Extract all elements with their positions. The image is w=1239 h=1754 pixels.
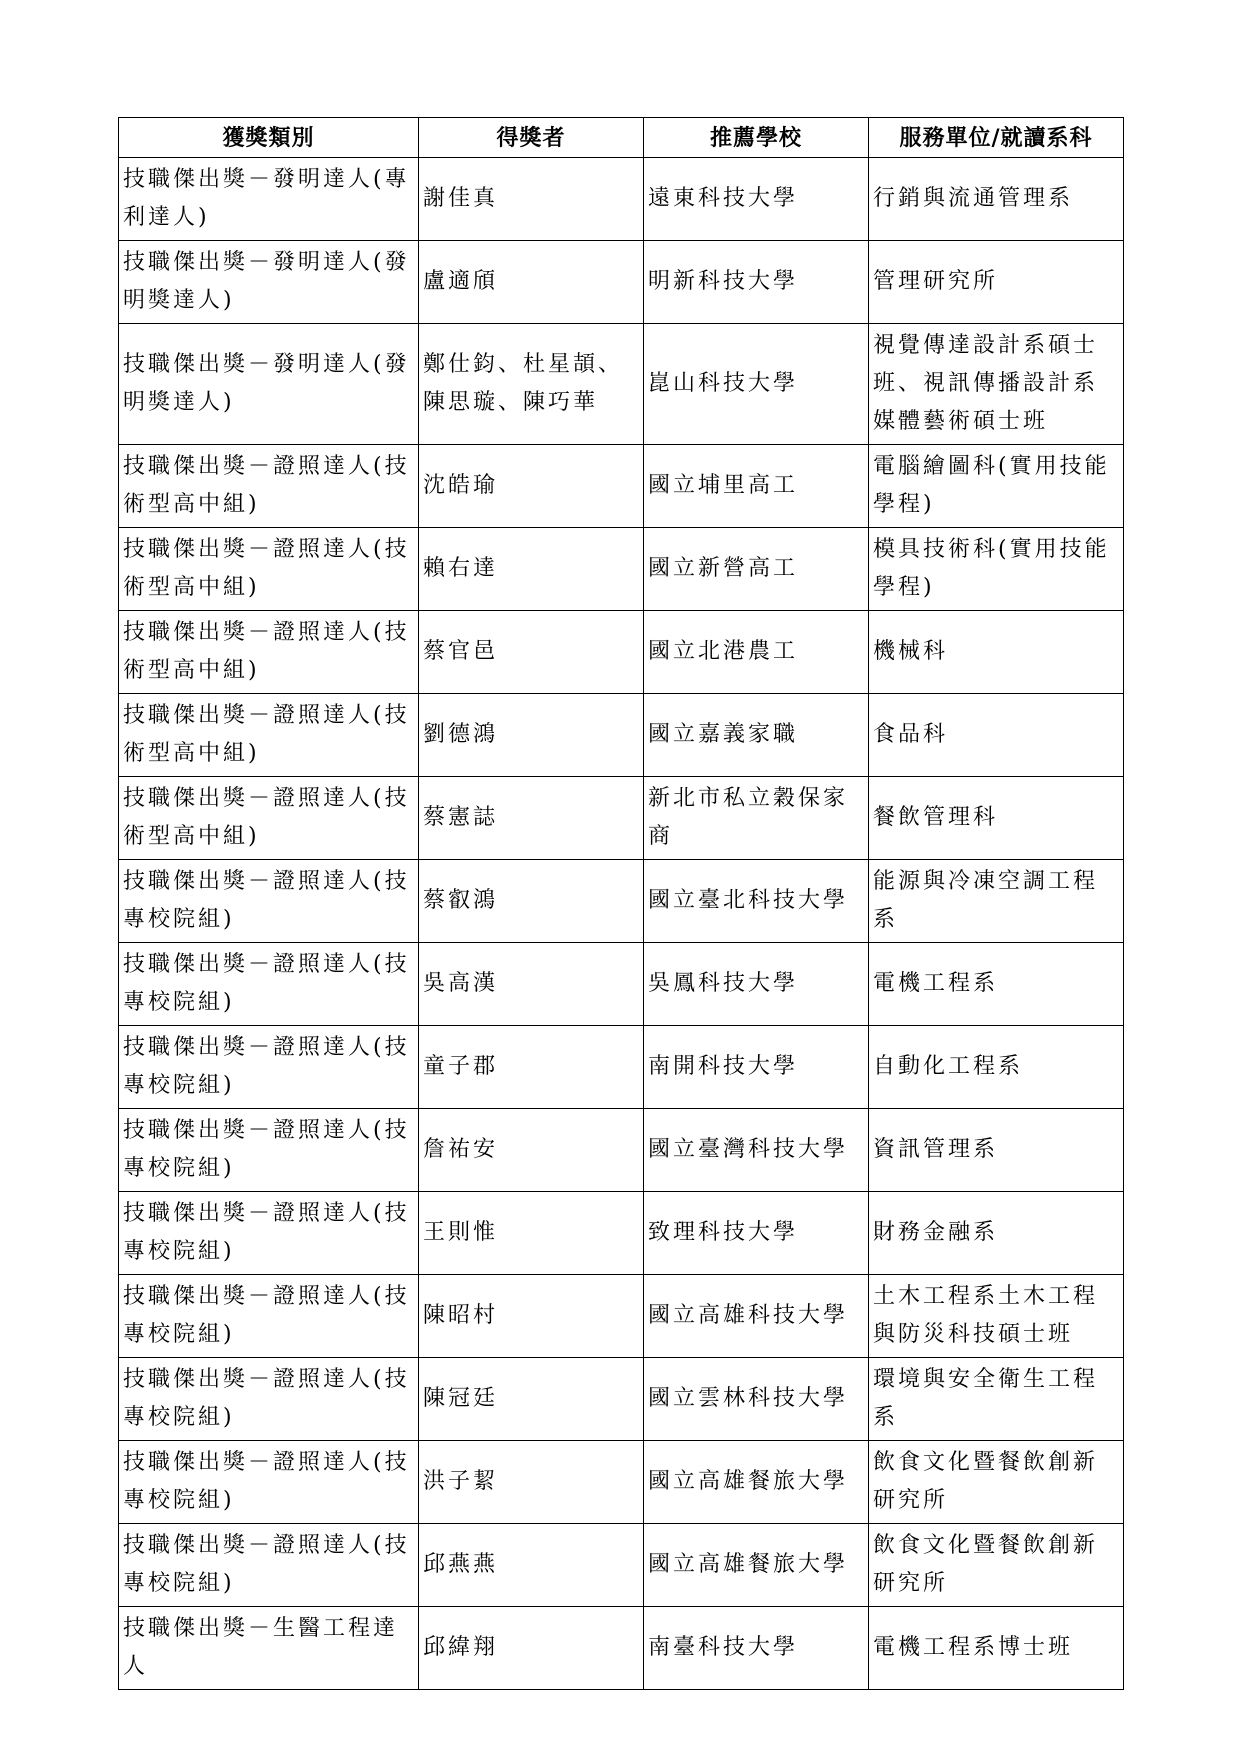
table-row — [119, 445, 1124, 528]
cell-award-category: 技職傑出獎－證照達人(技術型高中組) — [119, 777, 419, 860]
header-award-category: 獲獎類別 — [119, 118, 419, 158]
cell-school: 國立埔里高工 — [644, 445, 869, 528]
cell-school: 新北市私立穀保家商 — [644, 777, 869, 860]
header-row — [119, 118, 1124, 158]
cell-award-category: 技職傑出獎－證照達人(技專校院組) — [119, 1441, 419, 1524]
cell-award-category: 技職傑出獎－證照達人(技專校院組) — [119, 1192, 419, 1275]
cell-school: 遠東科技大學 — [644, 158, 869, 241]
table-row — [119, 324, 1124, 445]
cell-winner: 童子郡 — [419, 1026, 644, 1109]
table-row — [119, 1026, 1124, 1109]
cell-department: 模具技術科(實用技能學程) — [869, 528, 1124, 611]
cell-winner: 賴右達 — [419, 528, 644, 611]
cell-department: 能源與冷凍空調工程系 — [869, 860, 1124, 943]
table-row — [119, 611, 1124, 694]
table-row — [119, 158, 1124, 241]
cell-department: 電機工程系博士班 — [869, 1607, 1124, 1690]
cell-department: 電機工程系 — [869, 943, 1124, 1026]
cell-award-category: 技職傑出獎－發明達人(發明獎達人) — [119, 324, 419, 445]
cell-award-category: 技職傑出獎－發明達人(發明獎達人) — [119, 241, 419, 324]
cell-award-category: 技職傑出獎－證照達人(技術型高中組) — [119, 611, 419, 694]
header-winner: 得獎者 — [419, 118, 644, 158]
cell-school: 國立新營高工 — [644, 528, 869, 611]
table-row — [119, 860, 1124, 943]
cell-award-category: 技職傑出獎－證照達人(技專校院組) — [119, 943, 419, 1026]
cell-department: 機械科 — [869, 611, 1124, 694]
cell-department: 行銷與流通管理系 — [869, 158, 1124, 241]
cell-winner: 蔡官邑 — [419, 611, 644, 694]
table-row — [119, 528, 1124, 611]
cell-department: 飲食文化暨餐飲創新研究所 — [869, 1441, 1124, 1524]
table-row — [119, 1358, 1124, 1441]
cell-award-category: 技職傑出獎－發明達人(專利達人) — [119, 158, 419, 241]
table-row — [119, 1192, 1124, 1275]
cell-school: 明新科技大學 — [644, 241, 869, 324]
cell-school: 國立高雄科技大學 — [644, 1275, 869, 1358]
cell-winner: 謝佳真 — [419, 158, 644, 241]
cell-department: 飲食文化暨餐飲創新研究所 — [869, 1524, 1124, 1607]
cell-department: 視覺傳達設計系碩士班、視訊傳播設計系媒體藝術碩士班 — [869, 324, 1124, 445]
cell-school: 國立嘉義家職 — [644, 694, 869, 777]
table-header — [119, 118, 1124, 158]
cell-winner: 蔡憲誌 — [419, 777, 644, 860]
cell-winner: 陳冠廷 — [419, 1358, 644, 1441]
cell-award-category: 技職傑出獎－證照達人(技術型高中組) — [119, 694, 419, 777]
cell-winner: 蔡叡鴻 — [419, 860, 644, 943]
cell-award-category: 技職傑出獎－證照達人(技專校院組) — [119, 1109, 419, 1192]
cell-department: 環境與安全衛生工程系 — [869, 1358, 1124, 1441]
cell-school: 南開科技大學 — [644, 1026, 869, 1109]
cell-winner: 盧適頎 — [419, 241, 644, 324]
cell-department: 土木工程系土木工程與防災科技碩士班 — [869, 1275, 1124, 1358]
table-row — [119, 777, 1124, 860]
cell-winner: 邱燕燕 — [419, 1524, 644, 1607]
table-row — [119, 1607, 1124, 1690]
award-winners-table — [118, 117, 1124, 1690]
cell-winner: 邱緯翔 — [419, 1607, 644, 1690]
cell-winner: 鄭仕鈞、杜星頡、陳思璇、陳巧華 — [419, 324, 644, 445]
cell-award-category: 技職傑出獎－證照達人(技專校院組) — [119, 1524, 419, 1607]
cell-school: 國立臺灣科技大學 — [644, 1109, 869, 1192]
table-row — [119, 694, 1124, 777]
cell-award-category: 技職傑出獎－證照達人(技專校院組) — [119, 1358, 419, 1441]
cell-department: 餐飲管理科 — [869, 777, 1124, 860]
cell-department: 食品科 — [869, 694, 1124, 777]
table-row — [119, 1275, 1124, 1358]
cell-school: 國立臺北科技大學 — [644, 860, 869, 943]
cell-winner: 沈皓瑜 — [419, 445, 644, 528]
cell-winner: 洪子絜 — [419, 1441, 644, 1524]
cell-award-category: 技職傑出獎－生醫工程達人 — [119, 1607, 419, 1690]
table-row — [119, 1109, 1124, 1192]
cell-award-category: 技職傑出獎－證照達人(技術型高中組) — [119, 528, 419, 611]
cell-department: 財務金融系 — [869, 1192, 1124, 1275]
cell-winner: 王則惟 — [419, 1192, 644, 1275]
header-department: 服務單位/就讀系科 — [869, 118, 1124, 158]
cell-department: 電腦繪圖科(實用技能學程) — [869, 445, 1124, 528]
cell-school: 南臺科技大學 — [644, 1607, 869, 1690]
table-row — [119, 241, 1124, 324]
cell-department: 自動化工程系 — [869, 1026, 1124, 1109]
cell-department: 資訊管理系 — [869, 1109, 1124, 1192]
cell-school: 吳鳳科技大學 — [644, 943, 869, 1026]
table-row — [119, 1441, 1124, 1524]
cell-school: 國立雲林科技大學 — [644, 1358, 869, 1441]
cell-winner: 吳高漢 — [419, 943, 644, 1026]
cell-award-category: 技職傑出獎－證照達人(技術型高中組) — [119, 445, 419, 528]
cell-winner: 陳昭村 — [419, 1275, 644, 1358]
cell-school: 國立高雄餐旅大學 — [644, 1524, 869, 1607]
cell-winner: 詹祐安 — [419, 1109, 644, 1192]
cell-school: 致理科技大學 — [644, 1192, 869, 1275]
cell-award-category: 技職傑出獎－證照達人(技專校院組) — [119, 1026, 419, 1109]
cell-winner: 劉德鴻 — [419, 694, 644, 777]
cell-school: 國立高雄餐旅大學 — [644, 1441, 869, 1524]
table-body — [119, 158, 1124, 1690]
cell-school: 國立北港農工 — [644, 611, 869, 694]
cell-department: 管理研究所 — [869, 241, 1124, 324]
cell-award-category: 技職傑出獎－證照達人(技專校院組) — [119, 860, 419, 943]
table-row — [119, 1524, 1124, 1607]
cell-school: 崑山科技大學 — [644, 324, 869, 445]
header-recommending-school: 推薦學校 — [644, 118, 869, 158]
table-row — [119, 943, 1124, 1026]
cell-award-category: 技職傑出獎－證照達人(技專校院組) — [119, 1275, 419, 1358]
